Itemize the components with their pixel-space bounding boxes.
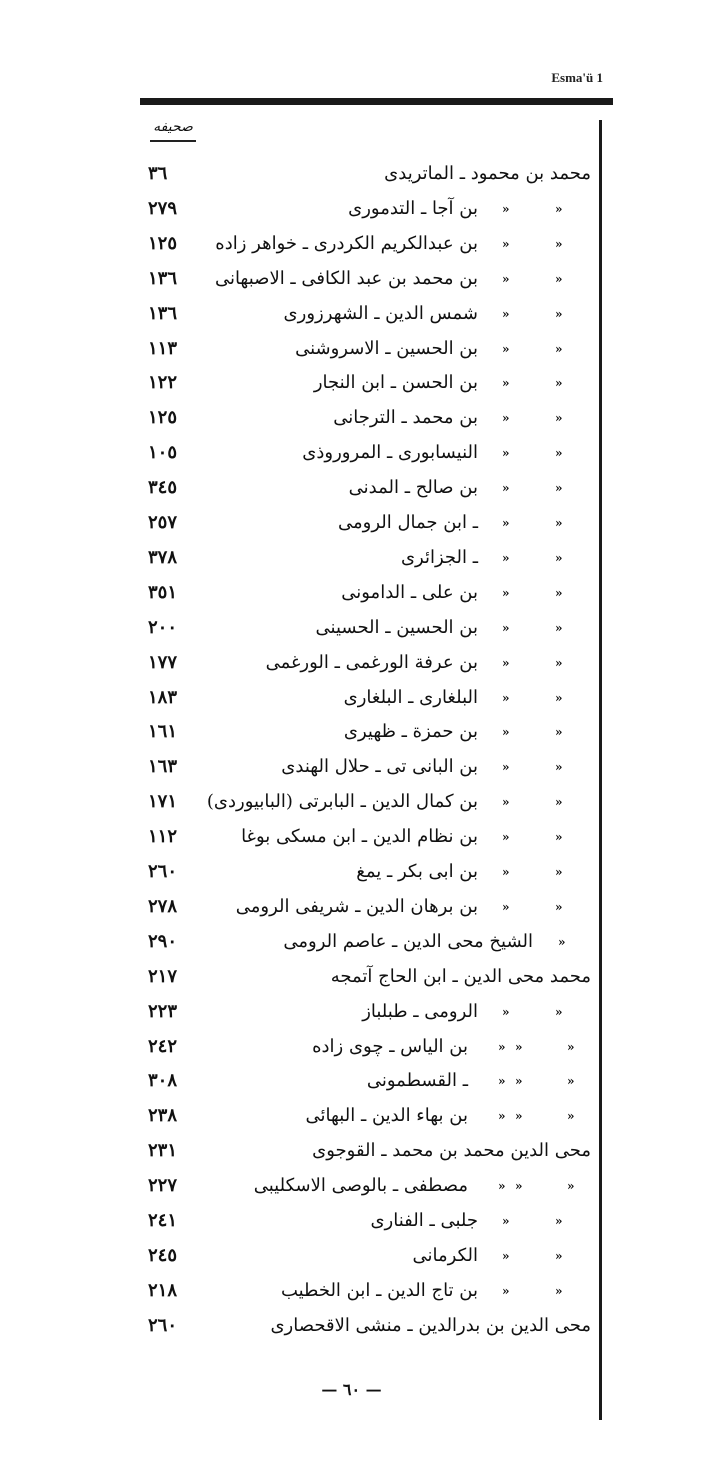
entry-page-number: ٣٥١ [148,581,178,603]
ditto-mark: » [502,411,510,426]
entry-name: النيسابورى ـ المروروذى [302,442,478,464]
ditto-mark: » [498,1179,506,1194]
ditto-mark: » [555,481,563,496]
entry-name: بن الياس ـ چوى زاده [312,1035,468,1057]
ditto-mark: » [502,306,510,321]
ditto-mark: » [555,1214,563,1228]
ditto-mark: » [567,1039,575,1054]
index-entry [0,192,703,226]
entry-page-number: ٢٣٨ [148,1105,178,1127]
entry-name: بن بهاء الدين ـ البهائى [305,1105,468,1127]
index-entry [0,1274,703,1308]
ditto-mark: » [502,865,510,879]
index-entry [0,436,703,470]
entry-name: الكرمانى [412,1244,478,1266]
ditto-mark: » [502,1283,510,1298]
entry-page-number: ٢٩٠ [148,930,178,952]
ditto-mark: » [555,585,563,600]
index-entry [0,925,703,959]
ditto-mark: » [515,1039,523,1054]
ditto-mark: » [555,1004,563,1019]
entry-name: بن عرفة الورغمى ـ الورغمى [265,651,478,673]
entry-name: محى الدين محمد بن محمد ـ القوجوى [312,1140,591,1162]
entry-name: بن محمد ـ الترجانى [333,407,478,429]
entry-name: بن ابى بكر ـ يمغ [356,861,478,882]
entry-page-number: ٣٤٥ [148,477,178,499]
entry-page-number: ١٧٧ [148,651,178,673]
entry-page-number: ٢٧٩ [148,197,178,219]
entry-name: ـ ابن جمال الرومى [337,512,478,533]
ditto-mark: » [555,690,563,705]
ditto-mark: » [555,655,563,670]
ditto-mark: » [502,446,510,461]
index-entry [0,1169,703,1203]
index-entry [0,785,703,819]
entry-page-number: ٢٢٣ [148,1000,178,1022]
entry-page-number: ١١٢ [148,826,178,848]
ditto-mark: » [502,1214,510,1228]
index-entry [0,1134,703,1168]
ditto-mark: » [502,585,510,600]
entry-page-number: ١٣٦ [148,267,178,289]
entry-page-number: ٢٦٠ [148,1314,178,1336]
ditto-mark: » [555,271,563,286]
top-rule [140,98,613,105]
entry-name: بن تاج الدين ـ ابن الخطيب [280,1279,478,1301]
entry-page-number: ٢٤١ [148,1210,178,1231]
index-entry [0,1204,703,1238]
ditto-mark: » [558,934,566,949]
entry-page-number: ٢٥٧ [148,512,178,533]
ditto-mark: » [555,550,563,565]
entry-name: محمد بن محمود ـ الماتريدى [384,163,591,184]
ditto-mark: » [555,446,563,461]
ditto-mark: » [502,760,510,775]
ditto-mark: » [502,725,510,740]
ditto-mark: » [555,236,563,251]
ditto-mark: » [502,201,510,216]
index-entry [0,1030,703,1064]
entry-name: الرومى ـ طبلباز [362,1000,478,1022]
ditto-mark: » [502,1004,510,1019]
entry-name: محمد محى الدين ـ ابن الحاج آتمجه [330,965,591,987]
entry-name: جلبى ـ الفنارى [370,1210,478,1231]
ditto-mark: » [555,830,563,845]
ditto-mark: » [502,655,510,670]
index-entry [0,157,703,191]
entry-page-number: ٢١٨ [148,1279,178,1301]
entry-name: مصطفى ـ بالوصى الاسكليبى [253,1175,468,1197]
entry-page-number: ٣٠٨ [148,1070,178,1092]
index-entry [0,1239,703,1273]
ditto-mark: » [555,1248,563,1263]
entry-page-number: ٢٤٢ [148,1035,178,1057]
index-entry [0,611,703,645]
ditto-mark: » [498,1039,506,1054]
entry-name: بن الحسين ـ الحسينى [315,616,478,638]
entry-page-number: ٢٦٠ [148,861,178,882]
index-entry [0,471,703,505]
index-entry [0,820,703,854]
ditto-mark: » [502,830,510,845]
header-code: Esma'ü 1 [551,70,603,85]
index-entry [0,262,703,296]
entry-name: بن عبدالكريم الكردرى ـ خواهر زاده [215,232,478,254]
ditto-mark: » [555,306,563,321]
entry-page-number: ٢٧٨ [148,895,178,917]
ditto-mark: » [502,516,510,530]
ditto-mark: » [502,1248,510,1263]
entry-page-number: ١٣٦ [148,302,178,324]
index-entry [0,297,703,331]
entry-name: بن آجا ـ التدمورى [348,197,478,219]
ditto-mark: » [555,411,563,426]
index-entry [0,541,703,575]
index-entry [0,366,703,400]
entry-page-number: ١٢٢ [148,372,178,394]
ditto-mark: » [555,516,563,530]
index-entry [0,576,703,610]
entry-page-number: ١٦٣ [148,756,178,778]
entry-name: محى الدين بن بدرالدين ـ منشى الاقحصارى [270,1314,591,1336]
index-entry [0,855,703,889]
entry-name: ـ الجزائرى [400,546,478,568]
entry-page-number: ١٢٥ [148,232,178,254]
ditto-mark: » [567,1179,575,1194]
ditto-mark: » [515,1179,523,1194]
entry-name: بن صالح ـ المدنى [348,477,478,499]
ditto-mark: » [515,1074,523,1089]
ditto-mark: » [502,271,510,286]
index-entry [0,1099,703,1133]
index-entry [0,995,703,1029]
entry-name: بن حمزة ـ ظهيرى [343,721,478,743]
ditto-mark: » [515,1109,523,1124]
entry-page-number: ١٨٣ [148,686,178,708]
entry-page-number: ٣٧٨ [148,546,178,568]
entry-name: ـ القسطمونى [366,1070,468,1092]
index-entry [0,332,703,366]
entry-page-number: ١٢٥ [148,407,178,429]
ditto-mark: » [502,899,510,914]
ditto-mark: » [502,690,510,705]
ditto-mark: » [555,899,563,914]
ditto-mark: » [502,620,510,635]
index-entry [0,960,703,994]
index-entry [0,227,703,261]
entry-page-number: ٢٠٠ [148,616,178,638]
ditto-mark: » [555,1283,563,1298]
entry-name: بن نظام الدين ـ ابن مسكى بوغا [241,826,478,848]
entry-page-number: ٢٣١ [148,1140,178,1162]
ditto-mark: » [555,725,563,740]
index-entry [0,890,703,924]
ditto-mark: » [498,1074,506,1089]
ditto-mark: » [555,795,563,810]
ditto-mark: » [567,1074,575,1089]
index-entry [0,715,703,749]
entry-name: بن الحسن ـ ابن النجار [313,372,478,394]
entry-page-number: ١٧١ [148,791,178,813]
entry-name: بن البانى تى ـ حلال الهندى [281,756,478,778]
entry-name: بن الحسين ـ الاسروشنى [295,337,478,359]
ditto-mark: » [555,376,563,391]
entry-page-number: ٢١٧ [148,965,178,987]
entry-name: بن على ـ الدامونى [341,581,478,603]
entry-name: البلغارى ـ البلغارى [343,686,478,708]
ditto-mark: » [502,341,510,356]
entry-name: بن كمال الدين ـ البابرتى (البابيوردى) [206,791,478,813]
entry-page-number: ١١٣ [148,337,178,359]
ditto-mark: » [502,795,510,810]
ditto-mark: » [502,481,510,496]
ditto-mark: » [498,1109,506,1124]
index-entry [0,750,703,784]
index-entry [0,1064,703,1098]
entry-page-number: ١٦١ [148,721,178,743]
page-column-header: صحيفه [150,119,196,142]
index-entry [0,506,703,540]
ditto-mark: » [555,201,563,216]
ditto-mark: » [555,865,563,879]
entry-name: الشيخ محى الدين ـ عاصم الرومى [283,930,533,952]
index-entry [0,401,703,435]
ditto-mark: » [502,236,510,251]
index-entry [0,1309,703,1343]
entry-page-number: ٢٢٧ [148,1175,178,1197]
entry-name: بن برهان الدين ـ شريفى الرومى [235,895,478,917]
entry-page-number: ٢٤٥ [148,1244,178,1266]
ditto-mark: » [502,376,510,391]
ditto-mark: » [555,760,563,775]
ditto-mark: » [555,341,563,356]
ditto-mark: » [555,620,563,635]
index-entry [0,681,703,715]
entry-name: شمس الدين ـ الشهرزورى [283,302,478,324]
ditto-mark: » [502,550,510,565]
entry-page-number: ١٠٥ [148,442,178,464]
index-entry [0,646,703,680]
ditto-mark: » [567,1109,575,1124]
page-number: — ٦٠ — [321,1380,382,1399]
entry-name: بن محمد بن عبد الكافى ـ الاصبهانى [214,267,478,289]
entry-page-number: ٣٦ [148,163,168,184]
